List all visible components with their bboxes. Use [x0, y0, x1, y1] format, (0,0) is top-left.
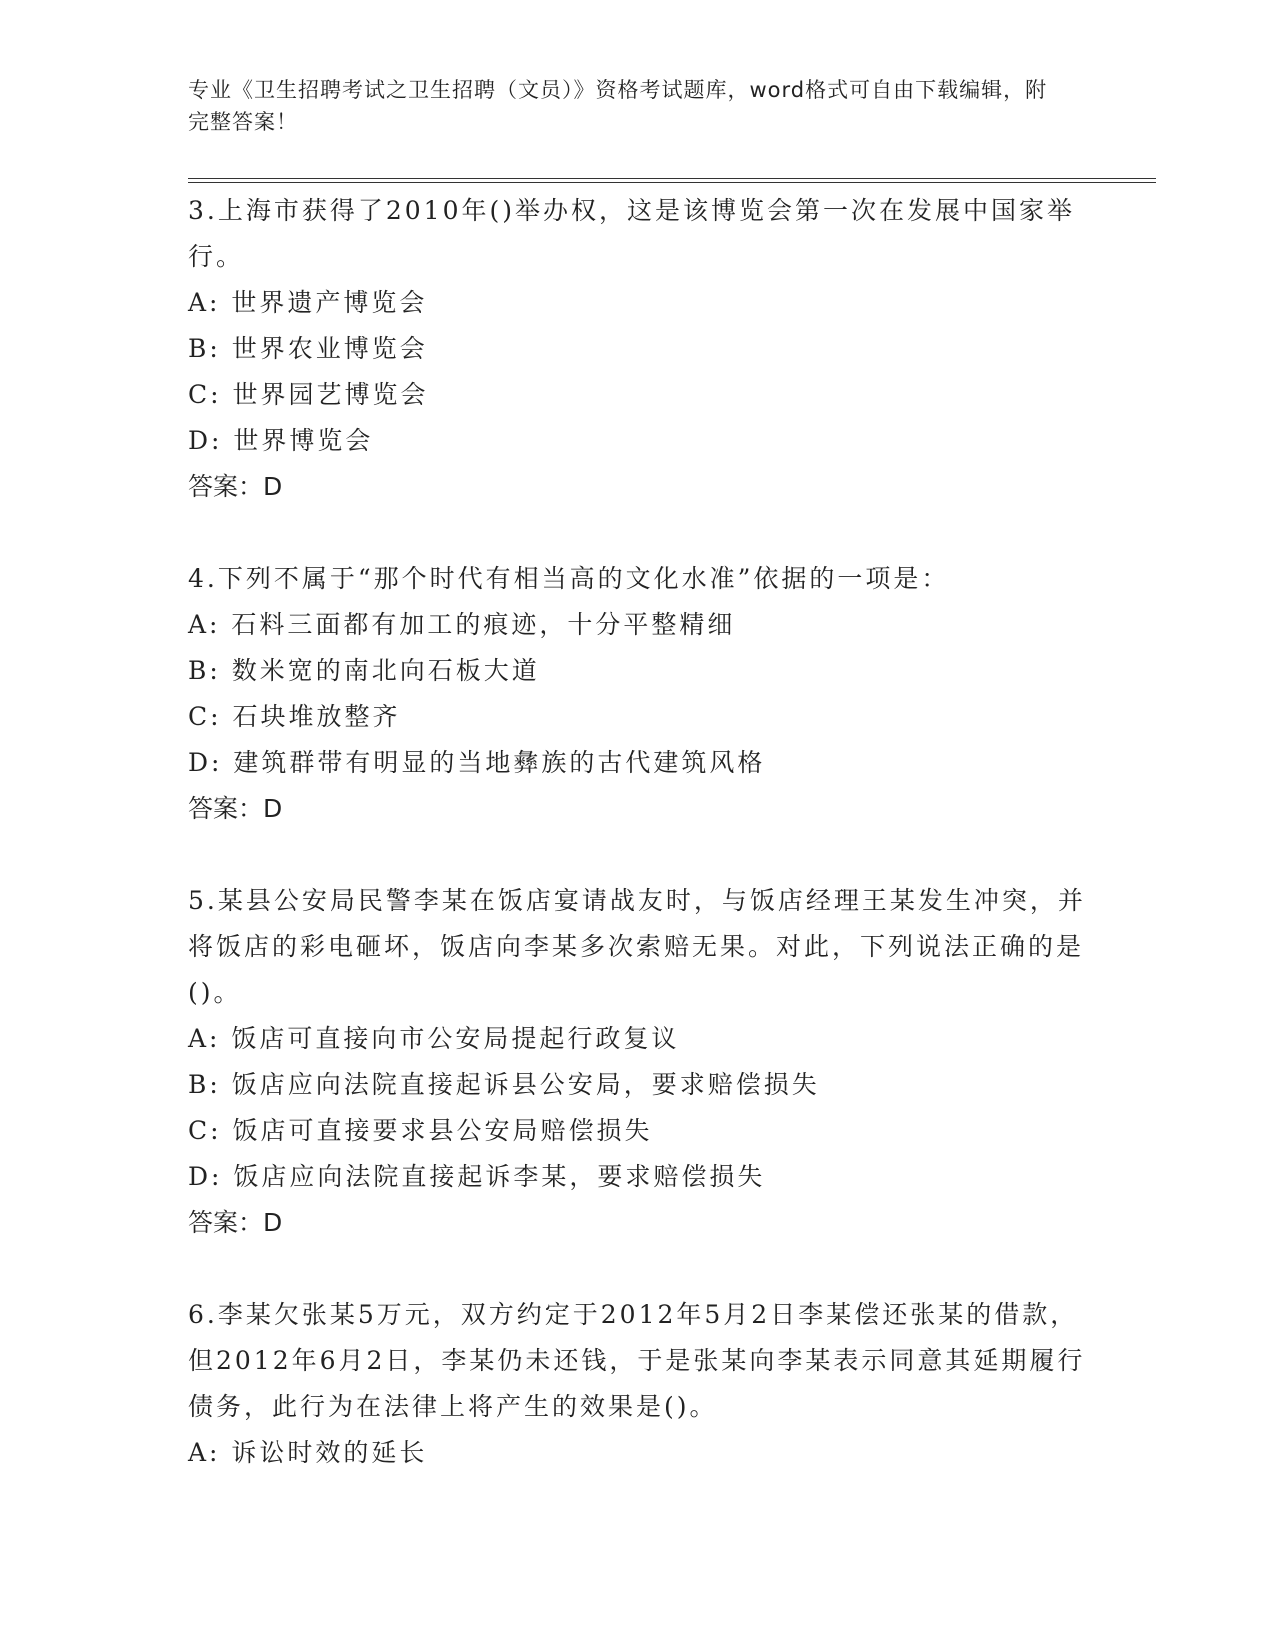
- question-gap: [188, 1246, 1088, 1292]
- header-rule-bottom: [188, 182, 1156, 183]
- answer-line: 答案：D: [188, 1208, 283, 1237]
- question-stem: 4.下列不属于“那个时代有相当高的文化水准”依据的一项是：: [188, 564, 950, 593]
- question-stem: 5.某县公安局民警李某在饭店宴请战友时，与饭店经理王某发生冲突，并将饭店的彩电砸坏，饭店向李某多次索赔无果。对此，下列说法正确的是()。: [188, 886, 1086, 1007]
- option-d: D: 建筑群带有明显的当地彝族的古代建筑风格: [188, 748, 766, 777]
- question-5: [188, 878, 1088, 1246]
- option-b: B: 数米宽的南北向石板大道: [188, 656, 540, 685]
- question-gap: [188, 510, 1088, 556]
- header-rule-top: [188, 178, 1156, 179]
- question-3: [188, 188, 1088, 510]
- answer-line: 答案：D: [188, 794, 283, 823]
- question-list: [188, 188, 1088, 1476]
- question-stem: 6.李某欠张某5万元，双方约定于2012年5月2日李某偿还张某的借款，但2012年6月2日，李某仍未还钱，于是张某向李某表示同意其延期履行债务，此行为在法律上将产生的效果是()。: [188, 1300, 1086, 1421]
- option-c: C: 饭店可直接要求县公安局赔偿损失: [188, 1116, 653, 1145]
- question-4: [188, 556, 1088, 832]
- option-c: C: 石块堆放整齐: [188, 702, 401, 731]
- option-a: A: 诉讼时效的延长: [188, 1438, 428, 1467]
- option-a: A: 石料三面都有加工的痕迹，十分平整精细: [188, 610, 736, 639]
- option-d: D: 世界博览会: [188, 426, 374, 455]
- option-c: C: 世界园艺博览会: [188, 380, 429, 409]
- option-a: A: 世界遗产博览会: [188, 288, 428, 317]
- answer-line: 答案：D: [188, 472, 283, 501]
- question-6: [188, 1292, 1088, 1476]
- question-gap: [188, 832, 1088, 878]
- option-d: D: 饭店应向法院直接起诉李某，要求赔偿损失: [188, 1162, 766, 1191]
- option-b: B: 饭店应向法院直接起诉县公安局，要求赔偿损失: [188, 1070, 820, 1099]
- page-header: 专业《卫生招聘考试之卫生招聘（文员）》资格考试题库，word格式可自由下载编辑，附完整答案！: [188, 78, 1048, 134]
- option-b: B: 世界农业博览会: [188, 334, 428, 363]
- question-stem: 3.上海市获得了2010年()举办权，这是该博览会第一次在发展中国家举行。: [188, 196, 1075, 271]
- option-a: A: 饭店可直接向市公安局提起行政复议: [188, 1024, 680, 1053]
